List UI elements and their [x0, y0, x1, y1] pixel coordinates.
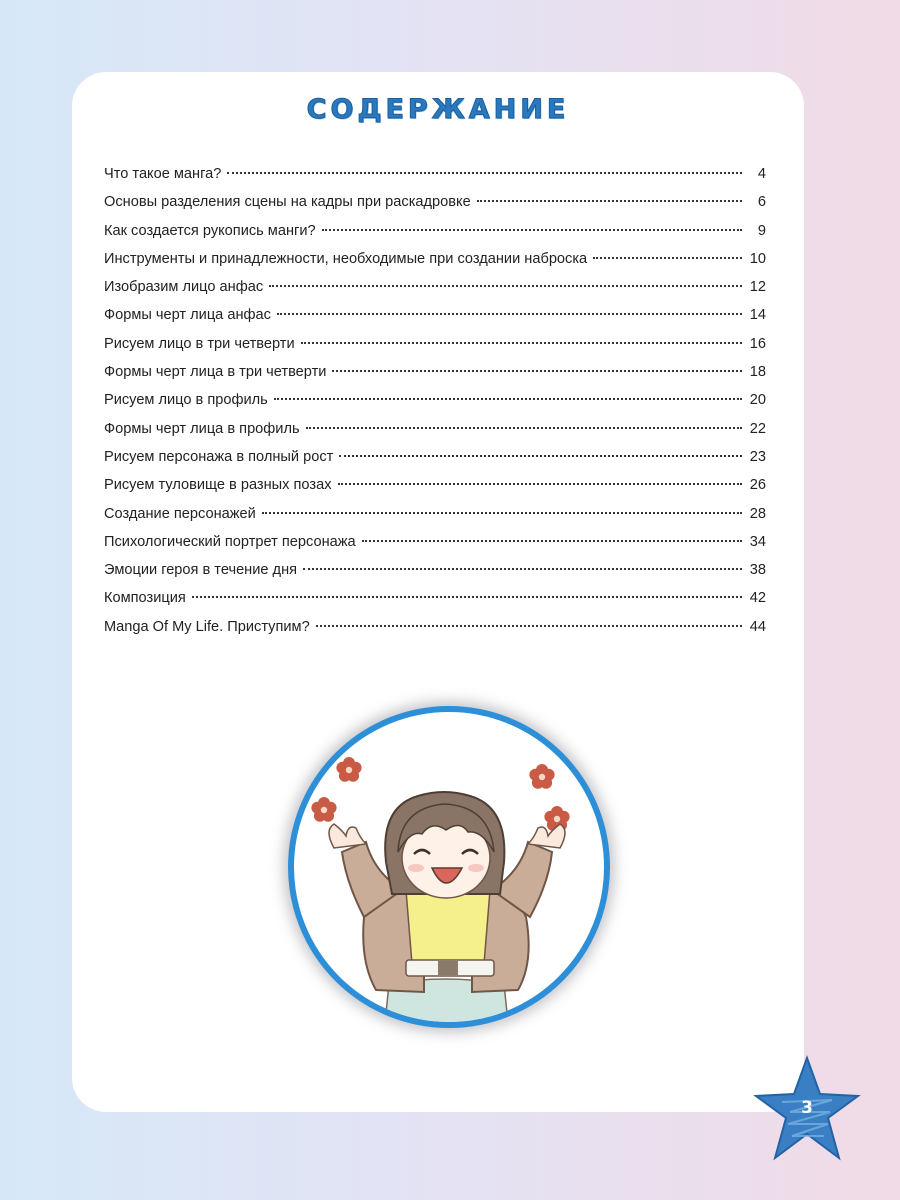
toc-leader-dots — [277, 313, 742, 315]
toc-label: Создание персонажей — [104, 505, 256, 522]
toc-row[interactable] — [104, 500, 766, 528]
toc-page-number: 44 — [749, 618, 766, 635]
toc-page-number: 10 — [749, 250, 766, 267]
page-title: СОДЕРЖАНИЕ — [306, 94, 570, 125]
toc-row[interactable] — [104, 584, 766, 612]
toc-label: Рисуем лицо в три четверти — [104, 335, 295, 352]
toc-leader-dots — [593, 257, 742, 259]
toc-label: Инструменты и принадлежности, необходимые при создании наброска — [104, 250, 588, 267]
toc-row[interactable] — [104, 556, 766, 584]
toc-leader-dots — [274, 398, 742, 400]
toc-row[interactable] — [104, 613, 766, 641]
toc-label: Что такое манга? — [104, 166, 222, 182]
toc-label: Изобразим лицо анфас — [104, 279, 264, 296]
toc-page-number: 12 — [749, 279, 766, 296]
toc-page-number: 14 — [749, 307, 766, 324]
table-of-contents — [104, 160, 766, 641]
toc-leader-dots — [269, 285, 742, 287]
toc-page-number: 6 — [757, 194, 766, 211]
toc-leader-dots — [338, 483, 743, 485]
toc-label: Формы черт лица в профиль — [104, 420, 300, 437]
toc-row[interactable] — [104, 217, 766, 245]
toc-leader-dots — [316, 625, 742, 627]
toc-page-number: 16 — [749, 335, 766, 352]
toc-row[interactable] — [104, 245, 766, 273]
toc-label: Рисуем персонажа в полный рост — [104, 448, 334, 465]
toc-leader-dots — [322, 229, 742, 231]
toc-row[interactable] — [104, 188, 766, 216]
toc-page-number: 28 — [749, 505, 766, 522]
toc-page-number: 42 — [749, 590, 766, 607]
toc-label: Эмоции героя в течение дня — [104, 562, 298, 579]
toc-row[interactable] — [104, 528, 766, 556]
toc-page-number: 23 — [749, 448, 766, 465]
toc-row[interactable] — [104, 330, 766, 358]
toc-page-number: 38 — [749, 562, 766, 579]
toc-leader-dots — [339, 455, 742, 457]
toc-label: Основы разделения сцены на кадры при раскадровке — [104, 194, 471, 211]
toc-page-number: 34 — [749, 533, 766, 550]
toc-row[interactable] — [104, 471, 766, 499]
toc-leader-dots — [192, 596, 742, 598]
flower-icon — [336, 757, 361, 782]
toc-page-number: 4 — [757, 166, 766, 182]
page-number: 3 — [801, 1098, 813, 1118]
toc-leader-dots — [301, 342, 742, 344]
toc-row[interactable] — [104, 273, 766, 301]
toc-row[interactable] — [104, 386, 766, 414]
toc-label: Рисуем лицо в профиль — [104, 392, 268, 409]
flower-icon — [311, 797, 336, 822]
toc-page-number: 22 — [749, 420, 766, 437]
toc-page-number: 20 — [749, 392, 766, 409]
toc-row[interactable] — [104, 415, 766, 443]
toc-label: Композиция — [104, 590, 186, 607]
toc-row[interactable] — [104, 443, 766, 471]
toc-row[interactable] — [104, 301, 766, 329]
toc-row[interactable] — [104, 358, 766, 386]
flower-icon — [529, 764, 554, 789]
toc-row[interactable] — [104, 160, 766, 188]
toc-label: Формы черт лица в три четверти — [104, 364, 327, 381]
toc-label: Как создается рукопись манги? — [104, 222, 316, 239]
toc-label: Формы черт лица анфас — [104, 307, 271, 324]
toc-page-number: 18 — [749, 364, 766, 381]
toc-leader-dots — [362, 540, 742, 542]
toc-leader-dots — [303, 568, 742, 570]
toc-page-number: 26 — [749, 477, 766, 494]
happy-girl-illustration — [294, 712, 604, 1022]
toc-label: Рисуем туловище в разных позах — [104, 477, 332, 494]
toc-leader-dots — [262, 512, 742, 514]
toc-leader-dots — [477, 200, 742, 202]
illustration-circle — [288, 706, 610, 1028]
toc-leader-dots — [227, 172, 742, 174]
toc-label: Психологический портрет персонажа — [104, 533, 356, 550]
toc-leader-dots — [306, 427, 742, 429]
toc-page-number: 9 — [757, 222, 766, 239]
toc-label: Manga Of My Life. Приступим? — [104, 618, 310, 635]
toc-leader-dots — [332, 370, 742, 372]
